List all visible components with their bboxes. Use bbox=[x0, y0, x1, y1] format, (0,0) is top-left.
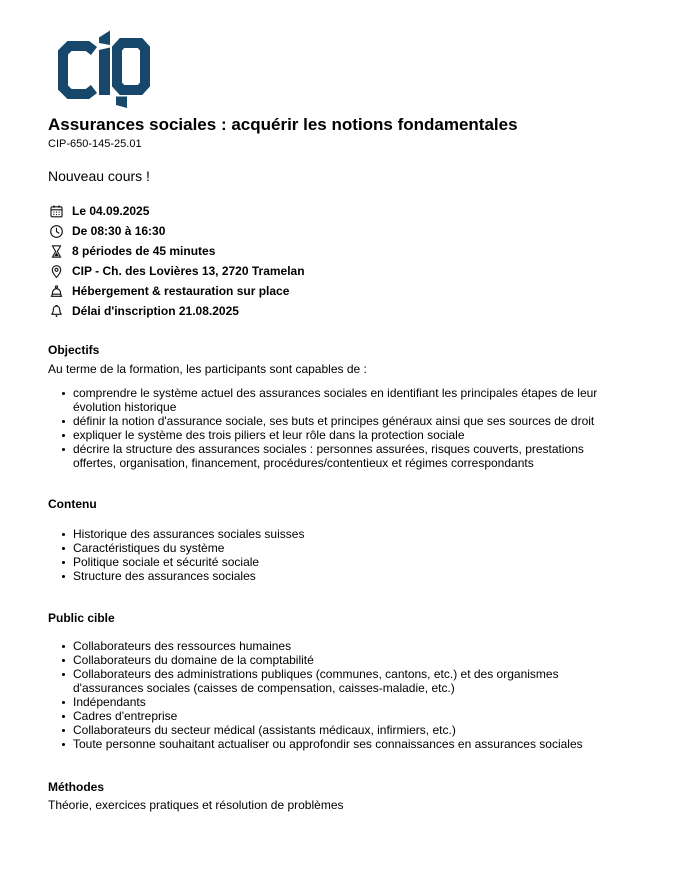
location-pin-icon bbox=[48, 263, 64, 279]
cip-logo bbox=[58, 30, 150, 108]
detail-location-text: CIP - Ch. des Lovières 13, 2720 Tramelan bbox=[72, 264, 305, 278]
bullet-item: Historique des assurances sociales suisses bbox=[61, 527, 621, 541]
bullet-item: Politique sociale et sécurité sociale bbox=[61, 555, 621, 569]
new-course-announcement: Nouveau cours ! bbox=[48, 168, 150, 184]
section-methodes bbox=[48, 780, 650, 813]
section-public-cible bbox=[48, 611, 650, 751]
detail-time bbox=[48, 221, 650, 241]
section-heading-methodes: Méthodes bbox=[48, 780, 105, 794]
detail-date bbox=[48, 201, 650, 221]
bullet-item: Caractéristiques du système bbox=[61, 541, 621, 555]
methodes-intro: Théorie, exercices pratiques et résolution de problèmes bbox=[48, 798, 344, 812]
section-contenu bbox=[48, 497, 650, 583]
detail-date-text: Le 04.09.2025 bbox=[72, 204, 150, 218]
calendar-icon bbox=[48, 203, 64, 219]
bullet-item: Cadres d'entreprise bbox=[61, 709, 621, 723]
public-cible-bullet-list bbox=[48, 639, 650, 751]
bullet-item: décrire la structure des assurances sociales : personnes assurées, risques couverts, prestations offertes, organisation, financement, procédures/contentieux et régimes correspondants bbox=[61, 442, 621, 470]
page-title: Assurances sociales : acquérir les notions fondamentales bbox=[48, 115, 518, 134]
section-heading-objectifs: Objectifs bbox=[48, 343, 100, 357]
contenu-bullet-list bbox=[48, 527, 650, 583]
bullet-item: Structure des assurances sociales bbox=[61, 569, 621, 583]
cip-logo-icon bbox=[58, 30, 150, 108]
bullet-item: Collaborateurs des administrations publiques (communes, cantons, etc.) et des organismes d'assurances sociales (caisses de compensation, caisses-maladie, etc.) bbox=[61, 667, 621, 695]
bullet-item: expliquer le système des trois piliers et leur rôle dans la protection sociale bbox=[61, 428, 621, 442]
section-heading-contenu: Contenu bbox=[48, 497, 97, 511]
bullet-item: définir la notion d'assurance sociale, ses buts et principes généraux ainsi que ses sources de droit bbox=[61, 414, 621, 428]
hourglass-icon bbox=[48, 243, 64, 259]
bullet-item: Collaborateurs du secteur médical (assistants médicaux, infirmiers, etc.) bbox=[61, 723, 621, 737]
bullet-item: Toute personne souhaitant actualiser ou approfondir ses connaissances en assurances sociales bbox=[61, 737, 621, 751]
bullet-item: Collaborateurs du domaine de la comptabilité bbox=[61, 653, 621, 667]
objectifs-bullet-list bbox=[48, 386, 650, 470]
bullet-item: Indépendants bbox=[61, 695, 621, 709]
detail-duration bbox=[48, 241, 650, 261]
detail-duration-text: 8 périodes de 45 minutes bbox=[72, 244, 216, 258]
cloche-icon bbox=[48, 283, 64, 299]
detail-deadline-text: Délai d'inscription 21.08.2025 bbox=[72, 304, 239, 318]
bell-icon bbox=[48, 303, 64, 319]
detail-time-text: De 08:30 à 16:30 bbox=[72, 224, 166, 238]
detail-catering bbox=[48, 281, 650, 301]
objectifs-intro: Au terme de la formation, les participants sont capables de : bbox=[48, 362, 367, 376]
detail-catering-text: Hébergement & restauration sur place bbox=[72, 284, 290, 298]
course-code: CIP-650-145-25.01 bbox=[48, 138, 142, 150]
section-objectifs bbox=[48, 343, 650, 470]
bullet-item: Collaborateurs des ressources humaines bbox=[61, 639, 621, 653]
clock-icon bbox=[48, 223, 64, 239]
section-heading-public-cible: Public cible bbox=[48, 611, 115, 625]
detail-deadline bbox=[48, 301, 650, 321]
detail-location bbox=[48, 261, 650, 281]
bullet-item: comprendre le système actuel des assurances sociales en identifiant les principales étapes de leur évolution historique bbox=[61, 386, 621, 414]
course-details-list bbox=[48, 201, 650, 321]
